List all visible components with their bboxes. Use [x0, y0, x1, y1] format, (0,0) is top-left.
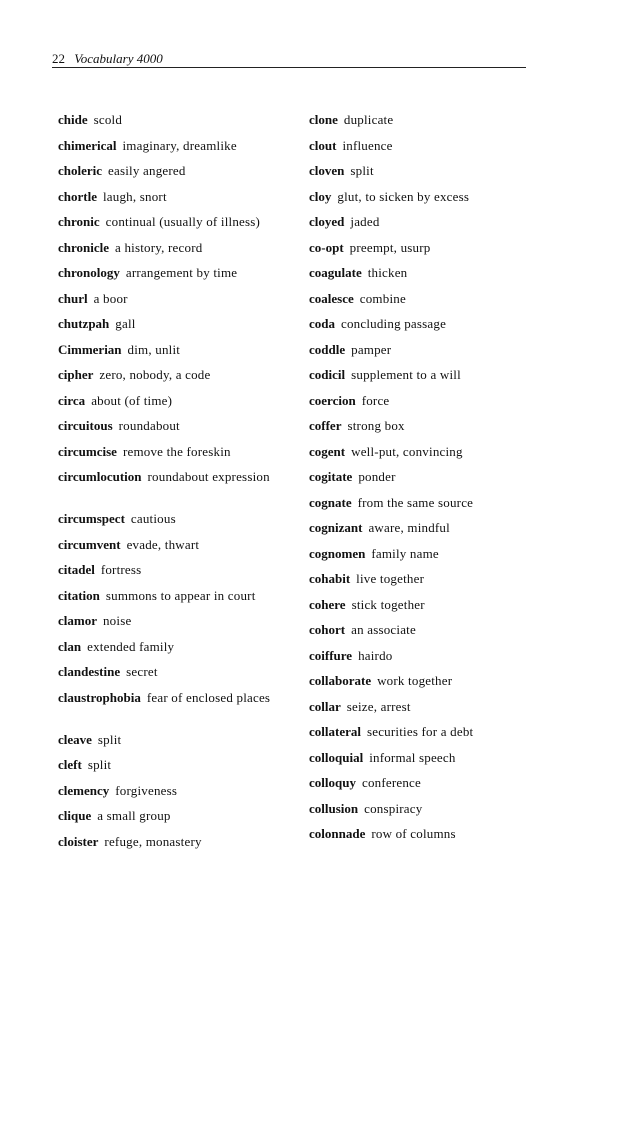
vocab-entry [58, 757, 298, 783]
vocab-term: cipher [58, 367, 94, 382]
vocab-term: cloven [309, 163, 345, 178]
vocab-definition: about (of time) [91, 392, 173, 408]
vocab-term: cloy [309, 188, 332, 204]
vocab-term: Cimmerian [58, 341, 122, 357]
vocab-definition: influence [342, 137, 393, 153]
vocab-definition: seize, arrest [346, 698, 411, 714]
vocab-entry [309, 801, 539, 827]
vocab-term: colonnade [309, 826, 366, 841]
vocab-entry [58, 588, 298, 614]
vocab-definition: imaginary, dreamlike [122, 137, 237, 153]
vocab-entry [58, 783, 298, 809]
vocab-term: clout [309, 137, 337, 153]
vocab-definition: roundabout [118, 418, 180, 433]
vocab-definition: a small group [97, 808, 171, 823]
vocab-entry [58, 163, 298, 189]
vocab-definition: an associate [351, 622, 416, 637]
vocab-term: clone [309, 112, 338, 127]
vocab-term: clemency [58, 782, 110, 798]
vocab-entry [58, 808, 298, 834]
vocab-entry [58, 316, 298, 342]
vocab-definition: force [361, 392, 390, 408]
vocab-definition: thicken [367, 265, 408, 280]
vocab-definition: secret [126, 664, 158, 679]
vocab-entry [309, 648, 539, 674]
vocab-definition: a history, record [115, 239, 203, 255]
vocab-term: coalesce [309, 290, 354, 306]
vocab-entry [58, 138, 298, 164]
vocab-entry [58, 265, 298, 291]
vocab-entry [309, 826, 539, 852]
vocab-definition: conspiracy [364, 800, 423, 816]
vocab-term: collateral [309, 724, 361, 739]
vocab-definition: continual (usually of illness) [105, 214, 261, 229]
vocab-entry [309, 571, 539, 597]
vocab-term: circumcise [58, 443, 117, 459]
vocab-definition: split [87, 757, 112, 772]
vocab-entry [309, 597, 539, 623]
vocab-term: cloister [58, 833, 99, 849]
vocab-definition: family name [371, 545, 439, 561]
vocab-entry [309, 112, 539, 138]
vocab-definition: concluding passage [341, 316, 447, 331]
vocab-term: clan [58, 638, 82, 654]
vocab-term: clamor [58, 613, 97, 628]
vocab-term: cloyed [309, 214, 345, 229]
vocab-term: colloquy [309, 775, 356, 790]
vocab-definition: scold [93, 112, 123, 127]
vocab-definition: fortress [100, 562, 142, 577]
vocab-entry [58, 240, 298, 266]
vocab-term: cognomen [309, 545, 366, 561]
vocab-term: cohabit [309, 571, 351, 586]
vocab-entry [309, 393, 539, 419]
vocab-definition: informal speech [369, 749, 456, 765]
vocab-term: cogitate [309, 469, 353, 484]
vocab-term: cogent [309, 443, 346, 459]
vocab-definition: refuge, monastery [104, 833, 202, 849]
vocab-term: circumvent [58, 536, 121, 552]
vocab-definition: ponder [358, 469, 396, 484]
vocab-definition: gall [115, 316, 136, 331]
book-title: Vocabulary 4000 [74, 51, 163, 66]
vocab-entry [309, 418, 539, 444]
vocab-definition: work together [377, 673, 453, 688]
vocab-definition: arrangement by time [125, 265, 238, 280]
vocab-definition: fear of enclosed places [146, 689, 271, 705]
vocab-entry [58, 367, 298, 393]
vocab-entry [58, 214, 298, 240]
vocab-entry [309, 699, 539, 725]
vocab-entry [309, 214, 539, 240]
vocab-entry [309, 316, 539, 342]
vocab-entry [309, 291, 539, 317]
vocab-definition: easily angered [108, 163, 186, 178]
vocab-term: circuitous [58, 418, 113, 433]
vocab-definition: split [97, 731, 122, 747]
vocab-definition: hairdo [358, 647, 393, 663]
vocab-entry [309, 367, 539, 393]
vocab-term: coagulate [309, 265, 362, 280]
vocab-definition: supplement to a will [351, 367, 461, 382]
vocab-definition: preempt, usurp [349, 239, 431, 255]
vocab-definition: split [350, 163, 374, 178]
vocab-term: coiffure [309, 647, 353, 663]
vocab-term: colloquial [309, 749, 364, 765]
vocab-definition: conference [361, 775, 421, 790]
vocab-entry [58, 732, 298, 758]
vocab-entry [309, 622, 539, 648]
vocab-term: clandestine [58, 664, 121, 679]
vocab-definition: live together [356, 571, 425, 586]
vocab-term: collusion [309, 800, 359, 816]
vocab-entry [58, 613, 298, 639]
vocab-entry [309, 163, 539, 189]
vocab-term: chimerical [58, 137, 117, 153]
vocab-term: chronic [58, 214, 100, 229]
vocab-entry [309, 495, 539, 521]
vocab-term: claustrophobia [58, 689, 141, 705]
vocab-definition: roundabout expression [147, 469, 270, 484]
vocab-entry [309, 775, 539, 801]
vocab-entry [58, 418, 298, 444]
vocab-term: codicil [309, 367, 346, 382]
vocab-term: choleric [58, 163, 103, 178]
vocab-entry [309, 342, 539, 368]
vocab-term: coddle [309, 341, 346, 357]
vocab-entry [58, 562, 298, 588]
left-column [58, 112, 298, 859]
vocab-entry [58, 639, 298, 665]
vocab-definition: well-put, convincing [351, 443, 463, 459]
vocab-entry [58, 690, 298, 732]
vocab-definition: duplicate [343, 112, 394, 127]
vocab-entry [309, 673, 539, 699]
vocab-entry [309, 444, 539, 470]
vocab-term: cohere [309, 596, 346, 612]
vocab-definition: strong box [347, 418, 405, 433]
vocab-entry [58, 511, 298, 537]
vocab-definition: from the same source [357, 494, 474, 510]
vocab-term: chronology [58, 265, 120, 280]
vocab-definition: combine [359, 290, 406, 306]
vocab-term: chutzpah [58, 316, 110, 331]
vocab-term: cleave [58, 731, 92, 747]
vocab-term: cohort [309, 622, 346, 637]
page-header [52, 52, 526, 68]
vocab-definition: aware, mindful [368, 520, 450, 535]
vocab-definition: a boor [93, 290, 128, 306]
vocab-definition: dim, unlit [127, 341, 181, 357]
vocab-definition: zero, nobody, a code [99, 367, 211, 382]
vocab-definition: evade, thwart [126, 536, 200, 552]
vocab-term: citadel [58, 562, 95, 577]
vocab-definition: remove the foreskin [122, 443, 231, 459]
vocab-entry [58, 393, 298, 419]
vocab-term: collar [309, 698, 341, 714]
vocab-entry [309, 750, 539, 776]
vocab-term: cleft [58, 757, 82, 772]
vocab-term: coda [309, 316, 335, 331]
vocab-term: circumlocution [58, 469, 142, 484]
vocab-entry [58, 444, 298, 470]
vocab-definition: pamper [351, 341, 392, 357]
vocab-entry [309, 724, 539, 750]
vocab-definition: cautious [130, 511, 176, 526]
vocab-definition: summons to appear in court [105, 587, 256, 603]
vocab-definition: jaded [350, 214, 380, 229]
vocab-entry [309, 189, 539, 215]
page-number: 22 [52, 51, 65, 66]
vocab-term: circumspect [58, 511, 125, 526]
vocab-definition: extended family [87, 638, 175, 654]
vocab-term: coffer [309, 418, 342, 433]
vocab-term: churl [58, 290, 88, 306]
vocab-term: collaborate [309, 673, 372, 688]
vocab-entry [58, 112, 298, 138]
vocab-definition: securities for a debt [366, 724, 474, 739]
vocab-definition: forgiveness [115, 782, 178, 798]
vocab-entry [58, 469, 298, 511]
vocab-definition: stick together [351, 596, 425, 612]
vocab-entry [309, 240, 539, 266]
vocab-definition: noise [102, 613, 132, 628]
vocab-definition: glut, to sicken by excess [337, 188, 470, 204]
vocab-entry [58, 189, 298, 215]
vocab-entry [309, 520, 539, 546]
vocab-entry [58, 834, 298, 860]
vocab-term: chronicle [58, 239, 110, 255]
vocab-entry [58, 291, 298, 317]
vocab-entry [58, 537, 298, 563]
vocab-term: chide [58, 112, 88, 127]
vocab-term: clique [58, 808, 92, 823]
vocab-entry [309, 265, 539, 291]
vocab-term: co-opt [309, 239, 344, 255]
vocab-entry [309, 546, 539, 572]
vocab-term: chortle [58, 188, 97, 204]
vocab-entry [58, 342, 298, 368]
vocab-term: cognizant [309, 520, 363, 535]
vocab-term: circa [58, 392, 86, 408]
vocab-term: coercion [309, 392, 356, 408]
vocab-definition: row of columns [371, 826, 456, 841]
vocab-term: cognate [309, 494, 352, 510]
vocab-definition: laugh, snort [102, 188, 167, 204]
vocab-entry [309, 469, 539, 495]
vocab-entry [58, 664, 298, 690]
vocab-entry [309, 138, 539, 164]
vocab-term: citation [58, 587, 100, 603]
right-column [309, 112, 539, 852]
